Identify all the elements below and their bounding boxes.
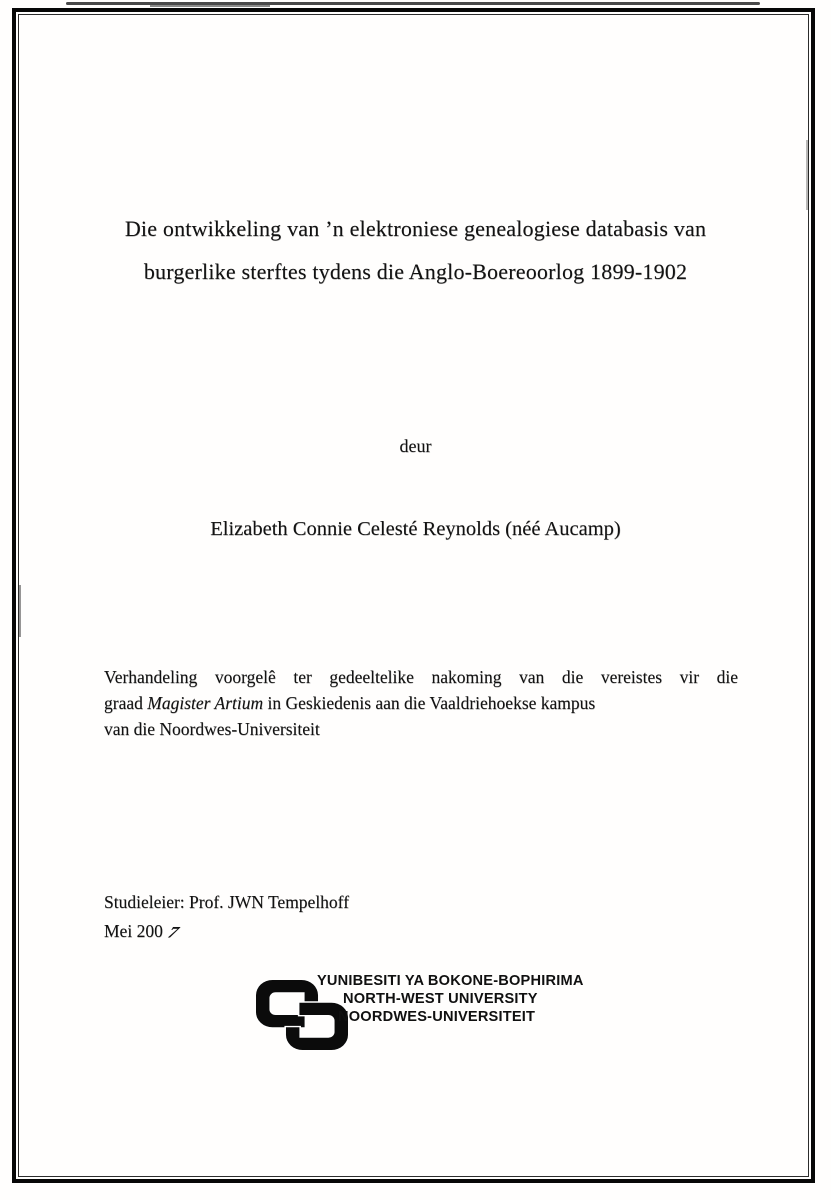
submission-line-2-pre: graad — [104, 693, 148, 713]
submission-line-2-post: in Geskiedenis aan die Vaaldriehoekse kampus — [263, 693, 596, 713]
supervisor-line: Studieleier: Prof. JWN Tempelhoff — [104, 892, 350, 912]
submission-line-2 — [104, 690, 738, 716]
thesis-title — [50, 207, 781, 293]
date-line — [104, 917, 604, 946]
degree-name: Magister Artium — [147, 693, 264, 713]
logo-line-setswana: YUNIBESITI YA BOKONE-BOPHIRIMA — [317, 973, 584, 989]
submission-line-1: Verhandeling voorgelê ter gedeeltelike nakoming van die vereistes vir die — [104, 667, 738, 687]
logo-line-afrikaans: NOORDWES-UNIVERSITEIT — [338, 1009, 536, 1025]
byline-label: deur — [399, 436, 432, 456]
submission-statement — [104, 664, 738, 742]
submission-line-3: van die Noordwes-Universiteit — [104, 719, 320, 739]
date-prefix: Mei 200 — [104, 920, 163, 941]
thesis-title-line-1: Die ontwikkeling van ’n elektroniese genealogiese databasis van — [124, 216, 707, 241]
date-last-digit: 7 — [163, 922, 184, 941]
thesis-title-line-2: burgerlike sterftes tydens die Anglo-Boereoorlog 1899-1902 — [143, 259, 688, 284]
logo-line-english: NORTH-WEST UNIVERSITY — [343, 991, 538, 1007]
author-name: Elizabeth Connie Celesté Reynolds (néé Aucamp) — [210, 518, 621, 540]
imprint — [104, 888, 604, 945]
scan-smudge — [150, 5, 270, 7]
scan-smudge — [66, 2, 760, 5]
nwu-logo-text — [317, 972, 584, 1026]
